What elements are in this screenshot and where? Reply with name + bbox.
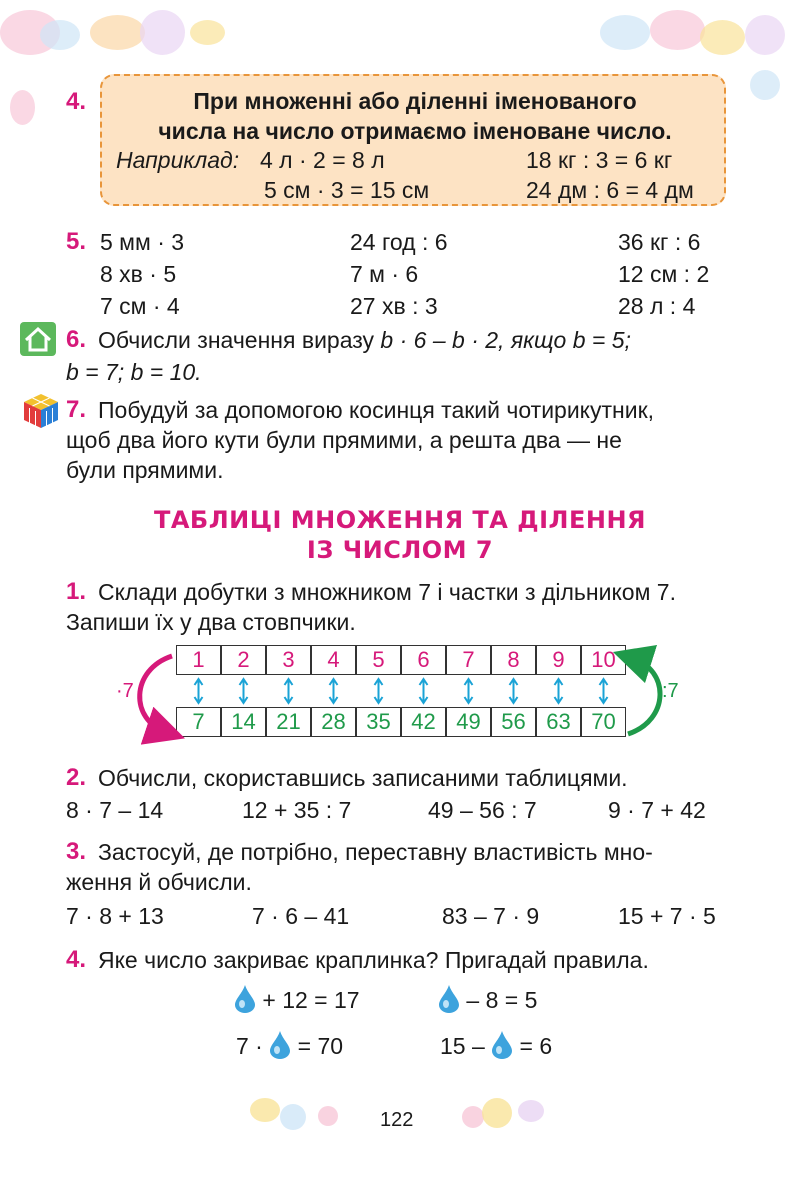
s4-eq-3: 7 · = 70 <box>236 1030 343 1062</box>
s3-number: 3. <box>66 838 87 865</box>
strip-bottom-cell: 28 <box>311 707 356 737</box>
example-3: 5 см · 3 = 15 см <box>264 177 430 203</box>
double-arrow-icon <box>465 679 473 703</box>
s4-eq-4: 15 – = 6 <box>440 1030 552 1062</box>
rule-line-1: При множенні або діленні іменованого <box>193 88 637 114</box>
rule-line-2: числа на число отримаємо іменоване число. <box>158 118 672 144</box>
task7-line-2: щоб два його кути були прямими, а решта два — не <box>66 427 622 453</box>
water-drop-icon <box>438 984 460 1014</box>
strip-bottom-cell: 7 <box>176 707 221 737</box>
s3-expr-4: 15 + 7 · 5 <box>618 903 716 929</box>
double-arrow-icon <box>555 679 563 703</box>
strip-top-cell: 4 <box>311 645 356 675</box>
task5-r1c1: 5 мм · 3 <box>100 229 185 255</box>
strip-bottom-cell: 42 <box>401 707 446 737</box>
rubik-cube-icon <box>22 392 60 430</box>
s4-number: 4. <box>66 946 87 973</box>
task5-r1c2: 24 год : 6 <box>350 229 448 255</box>
task5-r2c3: 12 см : 2 <box>618 261 710 287</box>
divide-arrow <box>628 658 660 734</box>
strip-bottom-cell: 70 <box>581 707 626 737</box>
strip-bottom-cell: 35 <box>356 707 401 737</box>
s2-expr-4: 9 · 7 + 42 <box>608 797 706 823</box>
strip-bottom-cell: 49 <box>446 707 491 737</box>
task7-line-1: Побудуй за допомогою косинця такий чотирикутник, <box>98 397 655 423</box>
example-1: 4 л · 2 = 8 л <box>260 147 385 173</box>
s3-line-2: ження й обчисли. <box>66 869 252 895</box>
water-drop-icon <box>234 984 256 1014</box>
s1-line-2: Запиши їх у два стовпчики. <box>66 609 356 635</box>
multiply-label: ·7 <box>116 680 134 702</box>
home-icon <box>20 322 56 356</box>
s2-expr-2: 12 + 35 : 7 <box>242 797 352 823</box>
s2-expr-1: 8 · 7 – 14 <box>66 797 164 823</box>
s4-eq-1: + 12 = 17 <box>234 984 360 1016</box>
s3-line-1: Застосуй, де потрібно, переставну властивість мно- <box>98 839 653 865</box>
double-arrow-icon <box>195 679 203 703</box>
s2-text: Обчисли, скориставшись записаними таблицями. <box>98 765 628 791</box>
strip-top-cell: 6 <box>401 645 446 675</box>
strip-bottom-cell: 21 <box>266 707 311 737</box>
double-arrow-icon <box>600 679 608 703</box>
task5-r3c2: 27 хв : 3 <box>350 293 438 319</box>
s4-eq-2: – 8 = 5 <box>438 984 537 1016</box>
rule-box <box>100 74 726 206</box>
strip-top-cell: 10 <box>581 645 626 675</box>
task5-r2c2: 7 м · 6 <box>350 261 419 287</box>
double-arrow-icon <box>240 679 248 703</box>
section-title-2: ІЗ ЧИСЛОМ 7 <box>306 536 494 564</box>
task5-r3c3: 28 л : 4 <box>618 293 696 319</box>
s2-number: 2. <box>66 764 87 791</box>
multiply-arrow <box>140 656 172 732</box>
s1-number: 1. <box>66 578 87 605</box>
task6-text-2: b = 7; b = 10. <box>66 359 202 385</box>
strip-arrows <box>110 640 690 750</box>
strip-bottom-cell: 63 <box>536 707 581 737</box>
s3-expr-1: 7 · 8 + 13 <box>66 903 164 929</box>
task5-r2c1: 8 хв · 5 <box>100 261 177 287</box>
task6-number: 6. <box>66 326 87 353</box>
strip-bottom-cell: 14 <box>221 707 266 737</box>
strip-top-cell: 7 <box>446 645 491 675</box>
example-label: Наприклад: <box>116 147 240 173</box>
strip-bottom-cell: 56 <box>491 707 536 737</box>
double-arrow-icon <box>330 679 338 703</box>
rule-number: 4. <box>66 88 87 115</box>
page-number: 122 <box>380 1109 414 1131</box>
task6-text: Обчисли значення виразу b · 6 – b · 2, якщо b = 5; <box>98 327 631 353</box>
divide-label: :7 <box>662 680 679 702</box>
section-title-1: ТАБЛИЦІ МНОЖЕННЯ ТА ДІЛЕННЯ <box>153 506 647 534</box>
s2-expr-3: 49 – 56 : 7 <box>428 797 537 823</box>
strip-top-cell: 2 <box>221 645 266 675</box>
strip-top-cell: 8 <box>491 645 536 675</box>
strip-top-cell: 3 <box>266 645 311 675</box>
double-arrow-icon <box>285 679 293 703</box>
double-arrow-icon <box>510 679 518 703</box>
example-4: 24 дм : 6 = 4 дм <box>526 177 694 203</box>
task7-line-3: були прямими. <box>66 457 224 483</box>
strip-top-cell: 9 <box>536 645 581 675</box>
task5-r1c3: 36 кг : 6 <box>618 229 701 255</box>
water-drop-icon <box>269 1030 291 1060</box>
water-drop-icon <box>491 1030 513 1060</box>
strip-top-cell: 1 <box>176 645 221 675</box>
example-2: 18 кг : 3 = 6 кг <box>526 147 673 173</box>
task7-number: 7. <box>66 396 87 423</box>
s1-line-1: Склади добутки з множником 7 і частки з дільником 7. <box>98 579 676 605</box>
task6-expression: b · 6 – b · 2, якщо b = 5; <box>380 327 631 353</box>
s3-expr-2: 7 · 6 – 41 <box>252 903 350 929</box>
strip-top-cell: 5 <box>356 645 401 675</box>
double-arrow-icon <box>420 679 428 703</box>
task5-r3c1: 7 см · 4 <box>100 293 180 319</box>
double-arrow-icon <box>375 679 383 703</box>
s3-expr-3: 83 – 7 · 9 <box>442 903 540 929</box>
task5-number: 5. <box>66 228 87 255</box>
s4-text: Яке число закриває краплинка? Пригадай правила. <box>98 947 649 973</box>
